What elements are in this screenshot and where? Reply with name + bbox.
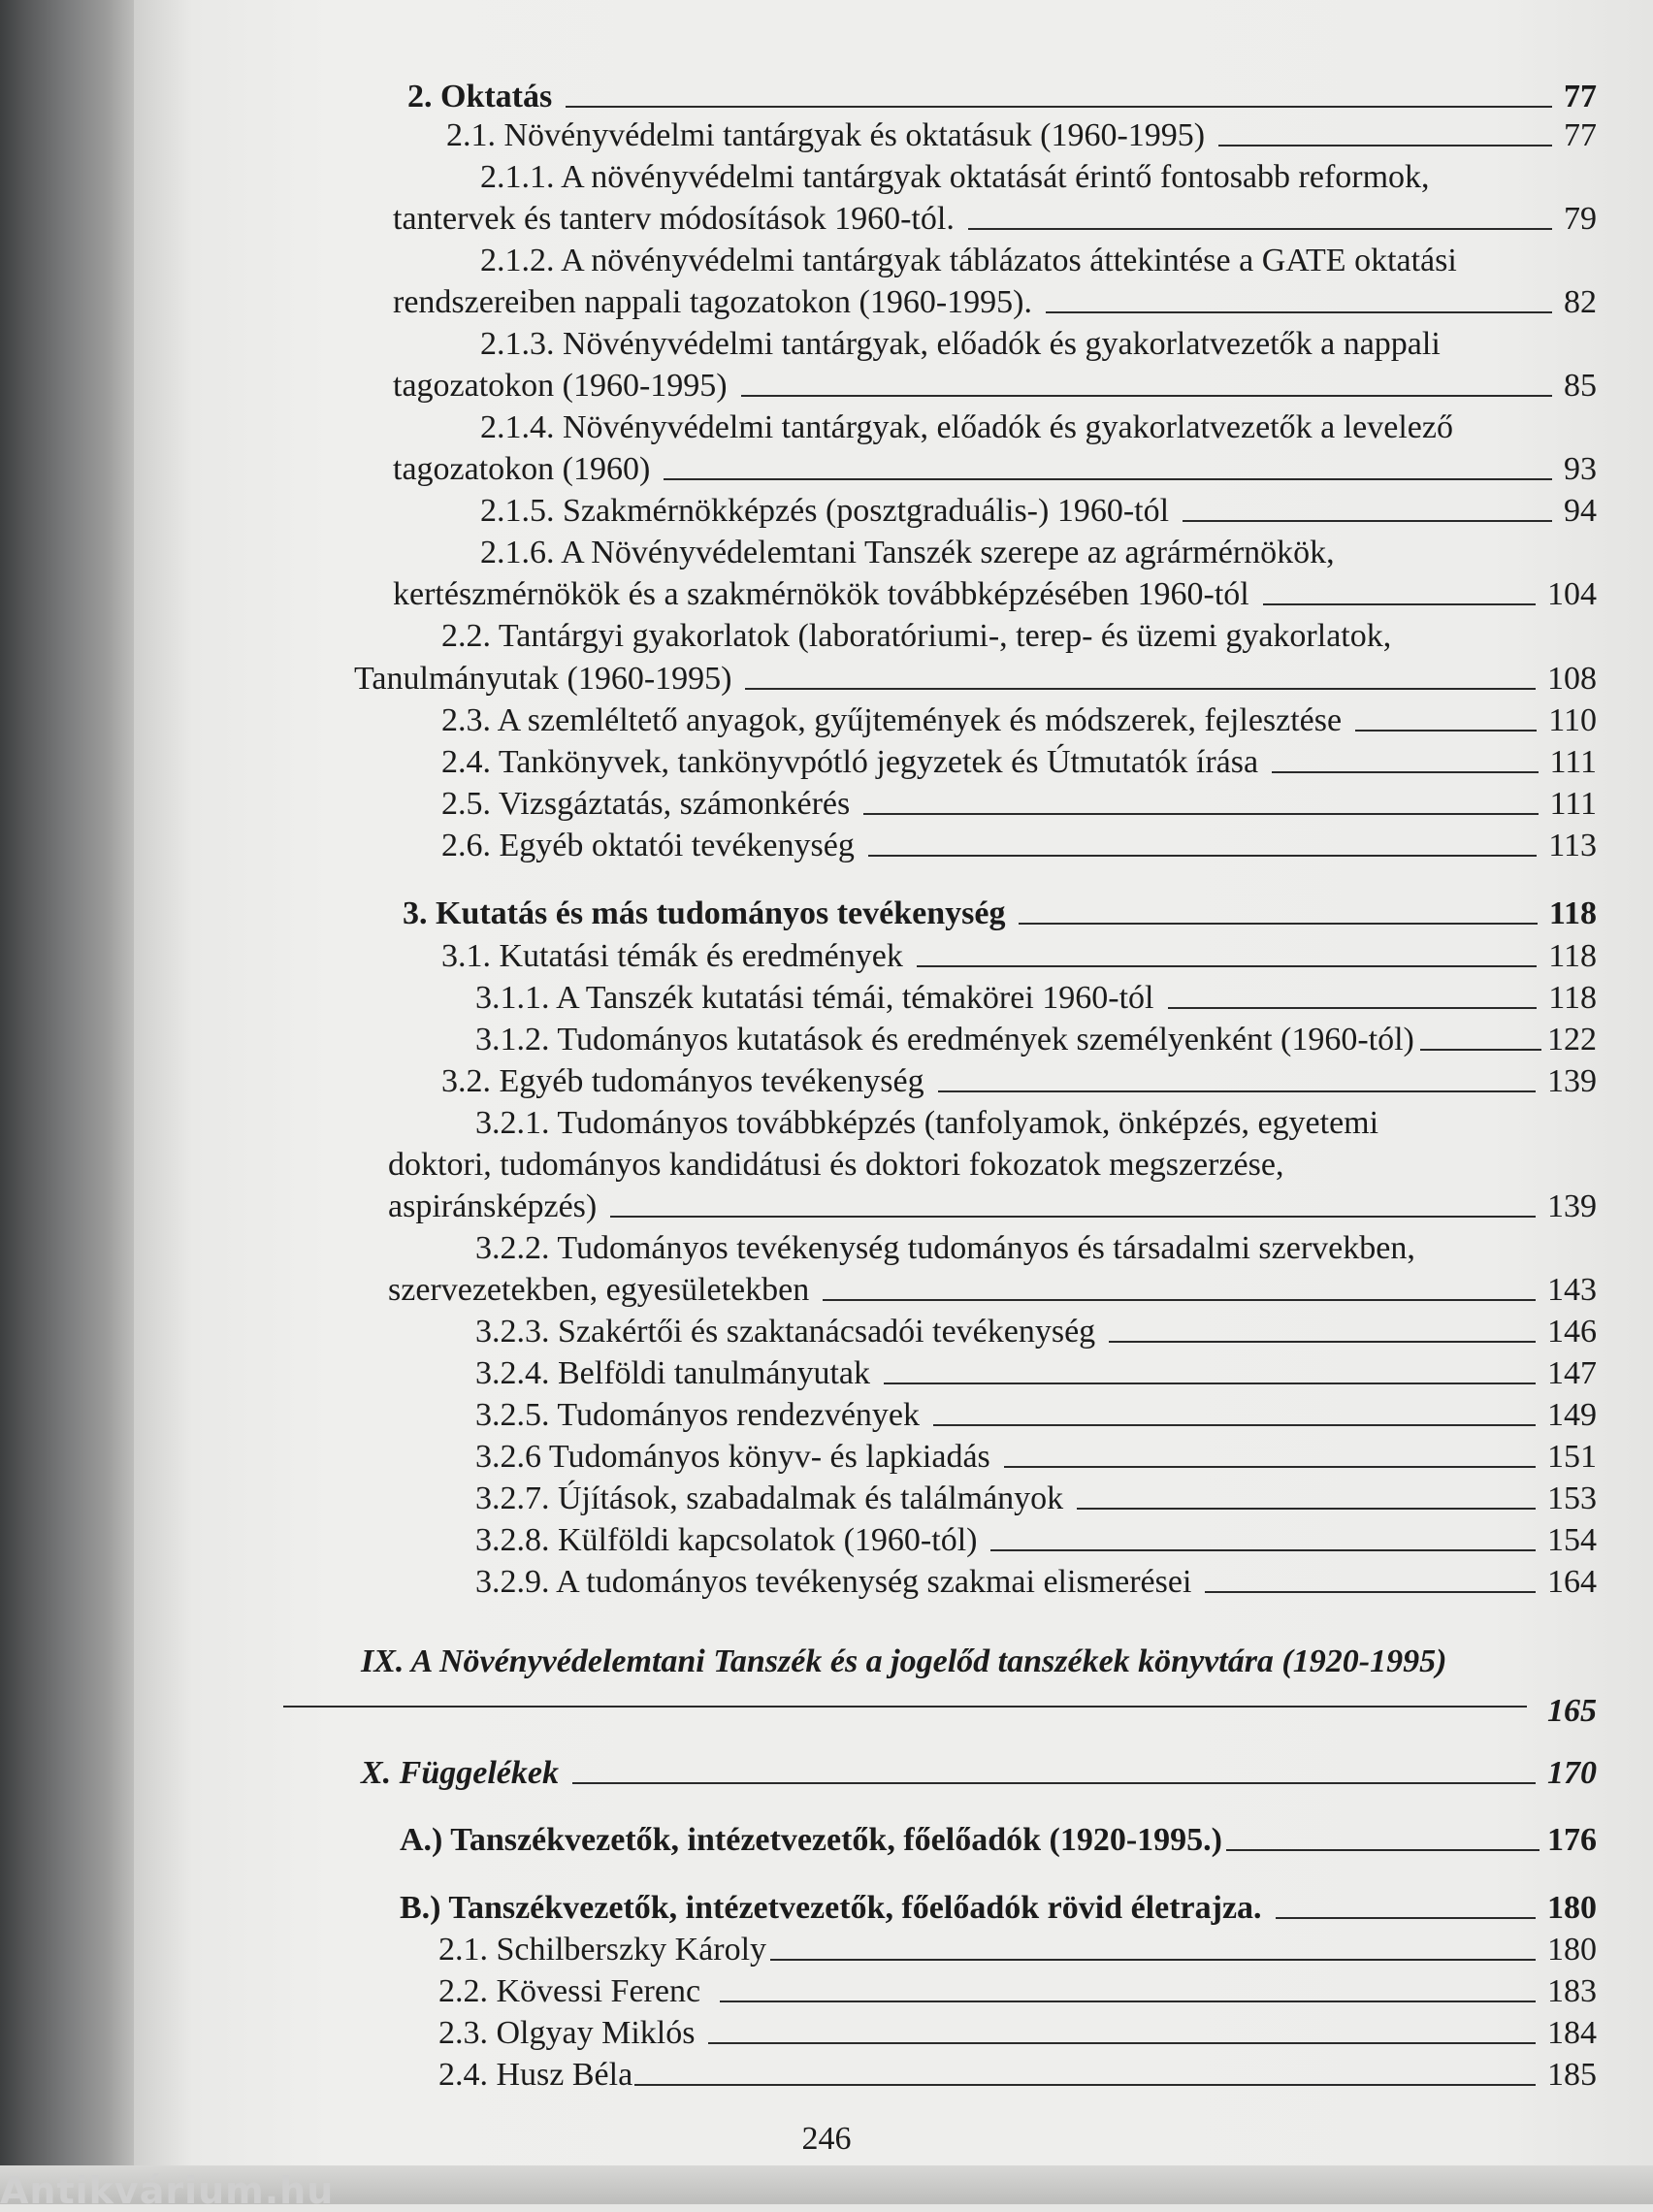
toc-entry-page: 176 [1547, 1822, 1597, 1858]
toc-entry-2-1 [446, 116, 1597, 155]
dot-leader [938, 1090, 1536, 1092]
toc-entry-bio-4 [438, 2056, 1597, 2095]
toc-entry-bio-2 [438, 1972, 1597, 2011]
toc-entry-3-2-2 [388, 1271, 1597, 1310]
toc-entry-label: 2.1. Növényvédelmi tantárgyak és oktatásuk (1960-1995) [446, 117, 1206, 153]
toc-entry-3-2-1 [388, 1187, 1597, 1226]
toc-entry-label: tantervek és tanterv módosítások 1960-tól. [393, 201, 955, 237]
dot-leader [708, 2042, 1536, 2044]
dot-leader [868, 855, 1537, 857]
toc-entry-3-2-4 [475, 1354, 1597, 1393]
dot-leader [1420, 1049, 1541, 1051]
toc-entry-label: X. Függelékek [361, 1755, 559, 1791]
toc-entry-page: 143 [1547, 1272, 1597, 1308]
toc-entry-2-1-6 [393, 575, 1597, 614]
toc-entry-2-1-2 [393, 283, 1597, 322]
dot-leader [634, 2084, 1536, 2086]
toc-entry-2-1-4 [393, 450, 1597, 489]
toc-entry-label: A.) Tanszékvezetők, intézetvezetők, főelőadók (1920-1995.) [400, 1822, 1222, 1858]
dot-leader [283, 1706, 1527, 1708]
toc-entry-3-2-7 [475, 1480, 1597, 1518]
toc-entry-page: 82 [1564, 284, 1597, 320]
toc-entry-label: 3.1.1. A Tanszék kutatási témái, témakörei 1960-tól [475, 980, 1154, 1016]
toc-chapter-ix-page: 165 [1547, 1693, 1597, 1729]
toc-entry-2-1-3 [393, 367, 1597, 406]
toc-entry-page: 146 [1547, 1314, 1597, 1350]
toc-entry-page: 77 [1564, 117, 1597, 153]
toc-entry-3 [403, 895, 1597, 933]
toc-entry-page: 139 [1547, 1188, 1597, 1224]
toc-entry-page: 170 [1547, 1755, 1597, 1791]
toc-entry-label: 2.5. Vizsgáztatás, számonkérés [441, 786, 851, 822]
toc-entry-page: 110 [1548, 702, 1597, 738]
toc-entry-page: 118 [1548, 938, 1597, 974]
toc-entry-label: aspiránsképzés) [388, 1188, 598, 1224]
toc-entry-page: 149 [1547, 1397, 1597, 1433]
dot-leader [1205, 1591, 1536, 1593]
toc-entry-label: kertészmérnökök és a szakmérnökök továbbképzésében 1960-tól [393, 576, 1249, 612]
toc-entry-label: B.) Tanszékvezetők, intézetvezetők, főelőadók rövid életrajza. [400, 1890, 1262, 1926]
toc-entry-line: 2.1.4. Növényvédelmi tantárgyak, előadók és gyakorlatvezetők a levelező [480, 409, 1453, 445]
toc-entry-page: 77 [1564, 79, 1597, 114]
toc-entry-label: tagozatokon (1960-1995) [393, 368, 728, 404]
toc-entry-label: 3.2.5. Tudományos rendezvények [475, 1397, 921, 1433]
toc-entry-2-1-5 [480, 492, 1597, 531]
dot-leader [1046, 311, 1552, 313]
toc-entry-page: 118 [1548, 895, 1597, 931]
toc-entry-2-5 [441, 785, 1597, 824]
toc-entry-page: 164 [1547, 1564, 1597, 1600]
toc-entry-3-1-2 [475, 1021, 1597, 1059]
dot-leader [1168, 1007, 1538, 1009]
toc-entry-page: 151 [1547, 1439, 1597, 1475]
dot-leader [968, 228, 1552, 230]
toc-entry-label: Tanulmányutak (1960-1995) [354, 661, 732, 697]
dot-leader [1276, 1917, 1536, 1919]
toc-entry-label: 3.2.4. Belföldi tanulmányutak [475, 1355, 870, 1391]
toc-entry-page: 184 [1547, 2015, 1597, 2051]
toc-entry-3-2-3 [475, 1313, 1597, 1351]
toc-entry-3-1-1 [475, 979, 1597, 1018]
toc-entry-appendix-b [400, 1889, 1597, 1928]
toc-entry-page: 85 [1564, 368, 1597, 404]
toc-entry-label: 3. Kutatás és más tudományos tevékenység [403, 895, 1006, 931]
toc-entry-label: 2.3. A szemléltető anyagok, gyűjtemények és módszerek, fejlesztése [441, 702, 1343, 738]
toc-entry-label: 2. Oktatás [407, 79, 553, 114]
toc-entry-label: 2.2. Kövessi Ferenc [438, 1973, 701, 2009]
dot-leader [933, 1424, 1536, 1426]
toc-chapter-ix: IX. A Növényvédelemtani Tanszék és a jogelőd tanszékek könyvtára (1920-1995) [361, 1643, 1447, 1679]
dot-leader [884, 1382, 1536, 1384]
toc-entry-page: 108 [1547, 661, 1597, 697]
toc-entry-2-6 [441, 827, 1597, 865]
toc-entry-line: 2.1.6. A Növényvédelemtani Tanszék szerepe az agrármérnökök, [480, 535, 1335, 570]
toc-entry-label: 3.2.6 Tudományos könyv- és lapkiadás [475, 1439, 990, 1475]
toc-entry-page: 153 [1547, 1480, 1597, 1516]
toc-entry-line: 2.1.1. A növényvédelmi tantárgyak oktatását érintő fontosabb reformok, [480, 159, 1430, 195]
dot-leader [572, 1782, 1536, 1784]
toc-entry-label: 2.6. Egyéb oktatói tevékenység [441, 828, 855, 863]
toc-entry-label: 3.2.9. A tudományos tevékenység szakmai elismerései [475, 1564, 1192, 1600]
toc-entry-label: 3.2.7. Újítások, szabadalmak és találmányok [475, 1480, 1064, 1516]
toc-entry-2-4 [441, 743, 1597, 782]
toc-entry-page: 104 [1547, 576, 1597, 612]
toc-entry-3-2-6 [475, 1438, 1597, 1477]
toc-entry-3-2 [441, 1062, 1597, 1101]
toc-entry-label: 3.1. Kutatási témák és eredmények [441, 938, 903, 974]
dot-leader [741, 395, 1552, 397]
watermark: Antikvárium.hu [0, 2169, 335, 2212]
toc-entry-page: 79 [1564, 201, 1597, 237]
toc-entry-3-2-9 [475, 1563, 1597, 1602]
dot-leader [770, 1959, 1536, 1961]
toc-entry-3-2-8 [475, 1521, 1597, 1560]
toc-entry-page: 183 [1547, 1973, 1597, 2009]
toc-entry-3-2-5 [475, 1396, 1597, 1435]
toc-entry-line: 3.2.1. Tudományos továbbképzés (tanfolyamok, önképzés, egyetemi [475, 1105, 1379, 1141]
toc-entry-line: doktori, tudományos kandidátusi és doktori fokozatok megszerzése, [388, 1147, 1284, 1183]
toc-entry-page: 111 [1549, 786, 1597, 822]
page-number: 246 [801, 2121, 852, 2157]
toc-entry-label: 2.1. Schilberszky Károly [438, 1932, 767, 1968]
dot-leader [1109, 1341, 1536, 1343]
toc-entry-page: 185 [1547, 2057, 1597, 2093]
dot-leader [990, 1549, 1536, 1551]
toc-chapter-x [361, 1754, 1597, 1793]
toc-entry-label: 3.2.3. Szakértői és szaktanácsadói tevékenység [475, 1314, 1096, 1350]
dot-leader [1218, 145, 1552, 146]
dot-leader [823, 1299, 1536, 1301]
toc-entry-page: 154 [1547, 1522, 1597, 1558]
dot-leader [1077, 1508, 1536, 1510]
toc-entry-label: rendszereiben nappali tagozatokon (1960-1995). [393, 284, 1032, 320]
toc-entry-3-1 [441, 937, 1597, 976]
toc-entry-label: 2.1.5. Szakmérnökképzés (posztgraduális-) 1960-tól [480, 493, 1170, 529]
dot-leader [745, 688, 1536, 690]
dot-leader [1019, 923, 1537, 925]
toc-entry-page: 113 [1548, 828, 1597, 863]
dot-leader [1004, 1466, 1536, 1468]
toc-entry-page: 180 [1547, 1932, 1597, 1968]
toc-entry-2 [407, 78, 1597, 116]
toc-entry-page: 111 [1549, 744, 1597, 780]
dot-leader [1263, 603, 1536, 605]
toc-entry-appendix-a [400, 1821, 1597, 1860]
toc-entry-2-3 [441, 701, 1597, 740]
toc-entry-2-2 [354, 660, 1597, 699]
toc-entry-label: tagozatokon (1960) [393, 451, 651, 487]
toc-entry-label: 3.2. Egyéb tudományos tevékenység [441, 1063, 924, 1099]
toc-entry-2-1-1 [393, 200, 1597, 239]
dot-leader [1226, 1849, 1540, 1851]
toc-entry-bio-3 [438, 2014, 1597, 2053]
toc-entry-page: 122 [1547, 1022, 1597, 1057]
toc-entry-page: 118 [1548, 980, 1597, 1016]
dot-leader [566, 106, 1552, 108]
toc-entry-page: 147 [1547, 1355, 1597, 1391]
dot-leader [610, 1216, 1536, 1218]
toc-entry-page: 93 [1564, 451, 1597, 487]
toc-entry-label: 2.4. Husz Béla [438, 2057, 633, 2093]
toc-entry-label: 3.1.2. Tudományos kutatások és eredmények személyenként (1960-tól) [475, 1022, 1414, 1057]
toc-entry-line: 3.2.2. Tudományos tevékenység tudományos és társadalmi szervekben, [475, 1230, 1415, 1266]
dot-leader [1355, 730, 1537, 732]
dot-leader [720, 2001, 1536, 2002]
toc-entry-page: 94 [1564, 493, 1597, 529]
dot-leader [863, 813, 1538, 815]
dot-leader [1272, 771, 1538, 773]
dot-leader [917, 965, 1537, 967]
toc-entry-line: 2.1.2. A növényvédelmi tantárgyak táblázatos áttekintése a GATE oktatási [480, 243, 1457, 278]
toc-entry-label: szervezetekben, egyesületekben [388, 1272, 810, 1308]
toc-entry-label: 2.3. Olgyay Miklós [438, 2015, 696, 2051]
toc-entry-line: 2.1.3. Növényvédelmi tantárgyak, előadók és gyakorlatvezetők a nappali [480, 326, 1441, 362]
toc-entry-label: 3.2.8. Külföldi kapcsolatok (1960-tól) [475, 1522, 978, 1558]
dot-leader [1183, 520, 1552, 522]
toc-entry-page: 139 [1547, 1063, 1597, 1099]
toc-entry-line: 2.2. Tantárgyi gyakorlatok (laboratóriumi-, terep- és üzemi gyakorlatok, [441, 618, 1392, 654]
dot-leader [664, 478, 1552, 480]
toc-entry-bio-1 [438, 1931, 1597, 1969]
toc-entry-page: 180 [1547, 1890, 1597, 1926]
toc-entry-label: 2.4. Tankönyvek, tankönyvpótló jegyzetek és Útmutatók írása [441, 744, 1259, 780]
